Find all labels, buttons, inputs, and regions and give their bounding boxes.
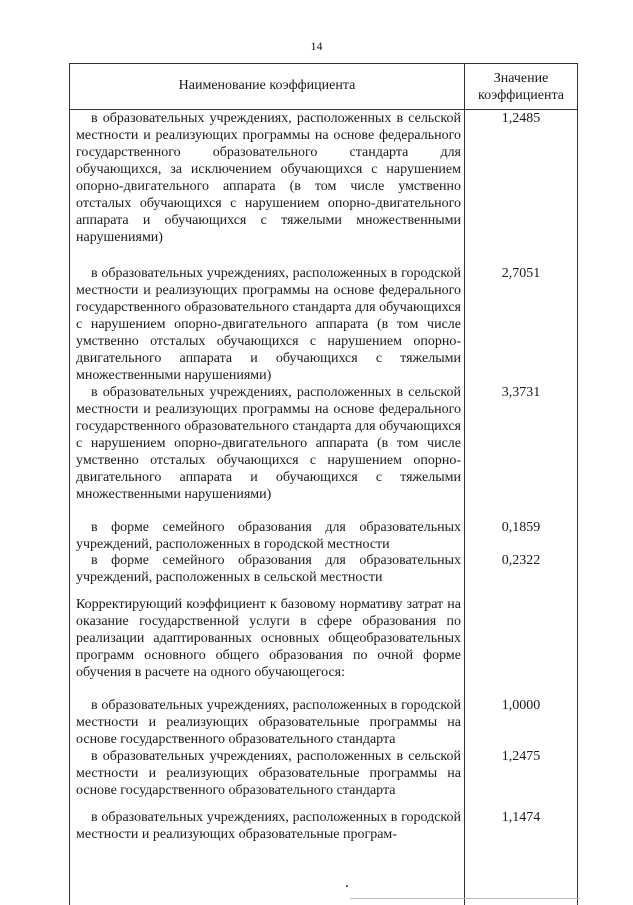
- row-value: 3,3731: [501, 385, 541, 400]
- row-text: в форме семейного образования для образовательных учреждений, расположенных в городской местности: [76, 520, 461, 552]
- row-value: 1,0000: [501, 698, 541, 713]
- scan-bottom-line: [350, 898, 580, 899]
- page-number: 14: [310, 39, 323, 53]
- row-text: в образовательных учреждениях, расположенных в сельской местности и реализующих программы на основе федерального государственного образовательного стандарта для обучающихся, за исключением обучающихся с нарушением опорно-двигательного аппарата (в том числе умственно отсталых обучающихся с нарушением опорно-двигательного аппарата и обучающихся с тяжелыми множественными нарушениями): [76, 111, 461, 245]
- header-value-line1: Значение: [493, 71, 549, 86]
- header-value: [465, 70, 577, 104]
- row-value: 1,1474: [501, 810, 541, 825]
- row-text: в образовательных учреждениях, расположенных в городской местности и реализующих образовательные программы на основе государственного образовательного стандарта: [76, 698, 461, 747]
- row-value: 2,7051: [501, 266, 541, 281]
- row-value: 0,1859: [501, 520, 541, 535]
- header-name: Наименование коэффициента: [178, 78, 356, 93]
- row-text: в образовательных учреждениях, расположенных в сельской местности и реализующих программы на основе федерального государственного образовательного стандарта для обучающихся с нарушением опорно-двигательного аппарата (в том числе умственно отсталых обучающихся с нарушением опорно-двигательного аппарата и обучающихся с тяжелыми множественными нарушениями): [76, 385, 461, 502]
- row-value: 0,2322: [501, 553, 541, 568]
- header-value-line2: коэффициента: [478, 88, 564, 103]
- row-value: 1,2485: [501, 111, 541, 126]
- row-text: в образовательных учреждениях, расположенных в городской местности и реализующих программы на основе федерального государственного образовательного стандарта для обучающихся с нарушением опорно-двигательного аппарата (в том числе умственно отсталых обучающихся с нарушением опорно-двигательного аппарата и обучающихся с тяжелыми множественными нарушениями): [76, 266, 461, 383]
- scan-speck: [346, 885, 348, 887]
- row-text: в образовательных учреждениях, расположенных в сельской местности и реализующих образовательные программы на основе государственного образовательного стандарта: [76, 749, 461, 798]
- row-text: Корректирующий коэффициент к базовому нормативу затрат на оказание государственной услуги в сфере образования по реализации адаптированных основных общеобразовательных программ основного общего образования по очной форме обучения в расчете на одного обучающегося:: [76, 597, 461, 680]
- row-text: в форме семейного образования для образовательных учреждений, расположенных в сельской местности: [76, 553, 461, 585]
- column-divider: [464, 64, 465, 905]
- row-text: в образовательных учреждениях, расположенных в городской местности и реализующих образовательные програм-: [76, 810, 461, 842]
- row-value: 1,2475: [501, 749, 541, 764]
- coefficient-table: [69, 63, 578, 905]
